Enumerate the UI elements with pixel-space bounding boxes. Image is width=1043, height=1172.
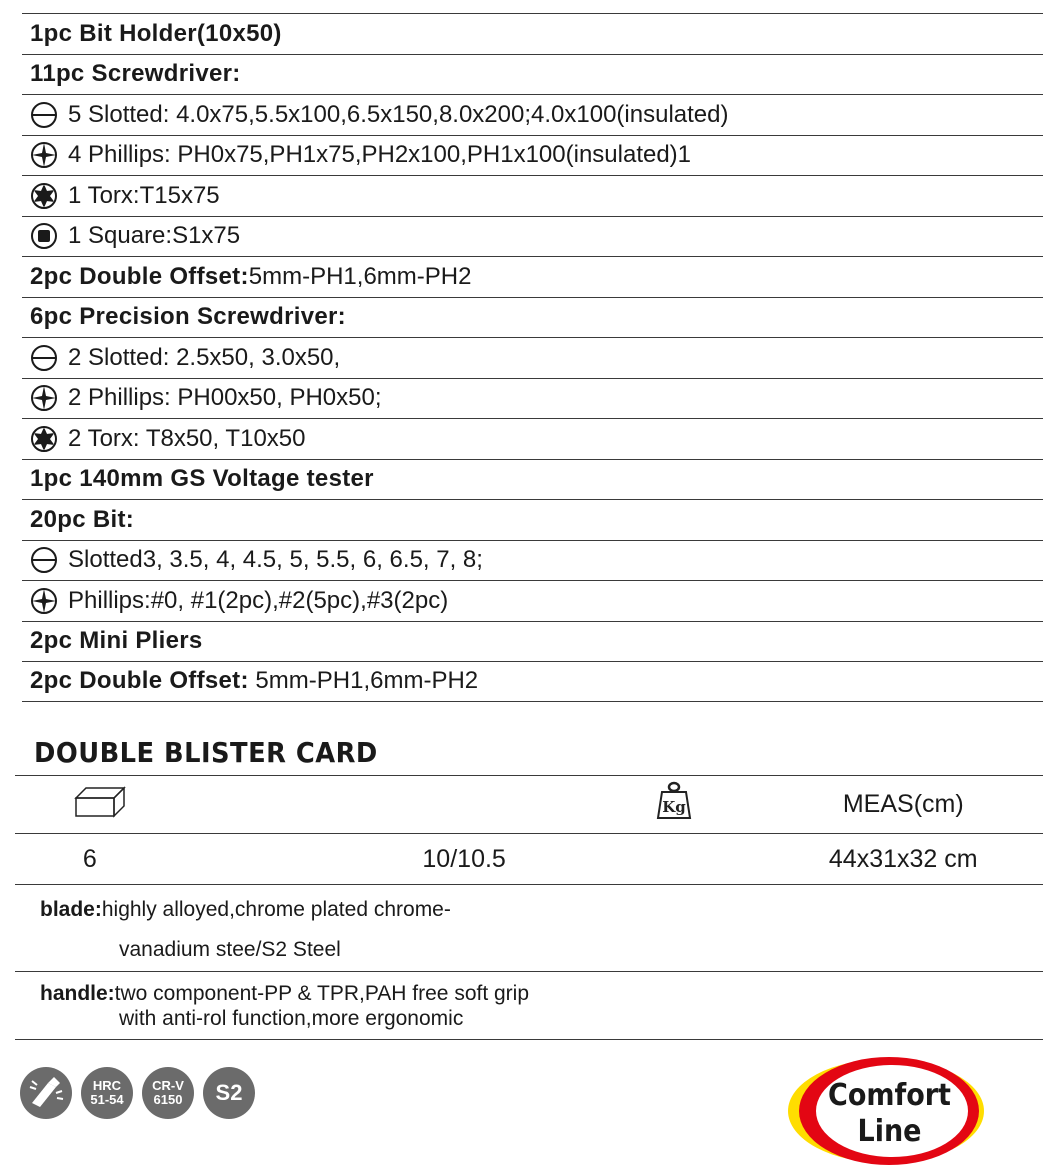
badge-text: S2 <box>215 1080 243 1106</box>
blade-spec <box>15 886 1043 972</box>
spec-heading: 1pc 140mm GS Voltage tester <box>30 465 374 493</box>
spec-row <box>22 540 1043 581</box>
measurement-value: 44x31x32 cm <box>828 844 978 873</box>
materials-section <box>15 886 1043 1030</box>
badge-text: CR-V <box>152 1078 184 1094</box>
slotted-icon <box>30 344 58 372</box>
spec-row <box>22 135 1043 176</box>
meas-header: MEAS(cm) <box>842 790 964 818</box>
spec-row <box>22 499 1043 540</box>
spec-row <box>22 256 1043 297</box>
spec-text: 4 Phillips: PH0x75,PH1x75,PH2x100,PH1x100(insulated)1 <box>68 141 692 169</box>
quantity-value: 6 <box>82 844 97 873</box>
torx-icon <box>30 182 58 210</box>
spec-text: 2 Slotted: 2.5x50, 3.0x50, <box>68 343 341 371</box>
square-icon <box>30 222 58 250</box>
phillips-icon <box>30 141 58 169</box>
spec-heading: 2pc Double Offset: <box>30 667 249 695</box>
hrc-badge <box>81 1067 133 1119</box>
carton-box-icon <box>74 784 126 818</box>
spec-text: 5mm-PH1,6mm-PH2 <box>248 262 472 290</box>
spec-row <box>22 216 1043 257</box>
spec-text: 5mm-PH1,6mm-PH2 <box>248 667 479 695</box>
slotted-icon <box>30 101 58 129</box>
torx-icon <box>30 425 58 453</box>
spec-text: 2 Torx: T8x50, T10x50 <box>68 424 306 452</box>
spec-row <box>22 459 1043 500</box>
spec-row <box>22 378 1043 419</box>
handle-label: handle: <box>40 982 115 1005</box>
spec-heading: 1pc Bit Holder(10x50) <box>30 19 282 47</box>
spec-text: 1 Torx:T15x75 <box>68 181 220 209</box>
weight-kg-icon <box>656 781 692 821</box>
spec-text: Slotted3, 3.5, 4, 4.5, 5, 5.5, 6, 6.5, 7, 8; <box>68 546 483 574</box>
spec-heading: 20pc Bit: <box>30 505 135 533</box>
spec-list <box>22 13 1043 702</box>
handle-line-2: with anti-rol function,more ergonomic <box>119 1007 464 1030</box>
spec-row <box>22 661 1043 702</box>
spec-heading: 2pc Mini Pliers <box>30 627 203 655</box>
spec-row <box>22 175 1043 216</box>
packaging-header-row <box>15 775 1043 833</box>
spec-heading: 2pc Double Offset: <box>30 262 249 290</box>
crv-badge <box>142 1067 194 1119</box>
hammer-impact-icon <box>26 1073 66 1113</box>
blade-line-2: vanadium stee/S2 Steel <box>119 938 341 961</box>
spec-text: Phillips:#0, #1(2pc),#2(5pc),#3(2pc) <box>68 586 449 614</box>
s2-badge <box>203 1067 255 1119</box>
spec-row <box>22 337 1043 378</box>
spec-row <box>22 621 1043 662</box>
spec-row <box>22 13 1043 54</box>
spec-heading: 11pc Screwdriver: <box>30 60 241 88</box>
spec-text: 2 Phillips: PH00x50, PH0x50; <box>68 384 382 412</box>
spec-row <box>22 418 1043 459</box>
logo-text-line-2: Line <box>857 1113 922 1149</box>
packaging-table <box>15 775 1043 885</box>
badge-text: HRC <box>92 1078 122 1094</box>
spec-heading: 6pc Precision Screwdriver: <box>30 303 346 331</box>
weight-value: 10/10.5 <box>422 844 506 873</box>
comfort-line-logo <box>786 1055 986 1167</box>
blade-label: blade: <box>40 898 102 921</box>
spec-text: 5 Slotted: 4.0x75,5.5x100,6.5x150,8.0x200;4.0x100(insulated) <box>68 100 729 128</box>
phillips-icon <box>30 587 58 615</box>
slotted-icon <box>30 546 58 574</box>
handle-line-1: two component-PP & TPR,PAH free soft grip <box>114 982 530 1005</box>
badge-text: 51-54 <box>90 1092 124 1107</box>
hammer-impact-badge <box>20 1067 72 1119</box>
badge-text: 6150 <box>153 1092 183 1107</box>
packaging-values-row <box>15 833 1043 885</box>
blade-line-1: highly alloyed,chrome plated chrome- <box>101 898 451 921</box>
spec-row <box>22 297 1043 338</box>
spec-row <box>22 94 1043 135</box>
logo-text-line-1: Comfort <box>828 1077 951 1113</box>
kg-label: Kg <box>662 798 686 816</box>
phillips-icon <box>30 384 58 412</box>
spec-row <box>22 580 1043 621</box>
spec-row <box>22 54 1043 95</box>
packaging-title: DOUBLE BLISTER CARD <box>34 736 378 769</box>
handle-spec <box>15 974 1043 1040</box>
feature-badges <box>20 1067 255 1119</box>
spec-text: 1 Square:S1x75 <box>68 222 241 250</box>
